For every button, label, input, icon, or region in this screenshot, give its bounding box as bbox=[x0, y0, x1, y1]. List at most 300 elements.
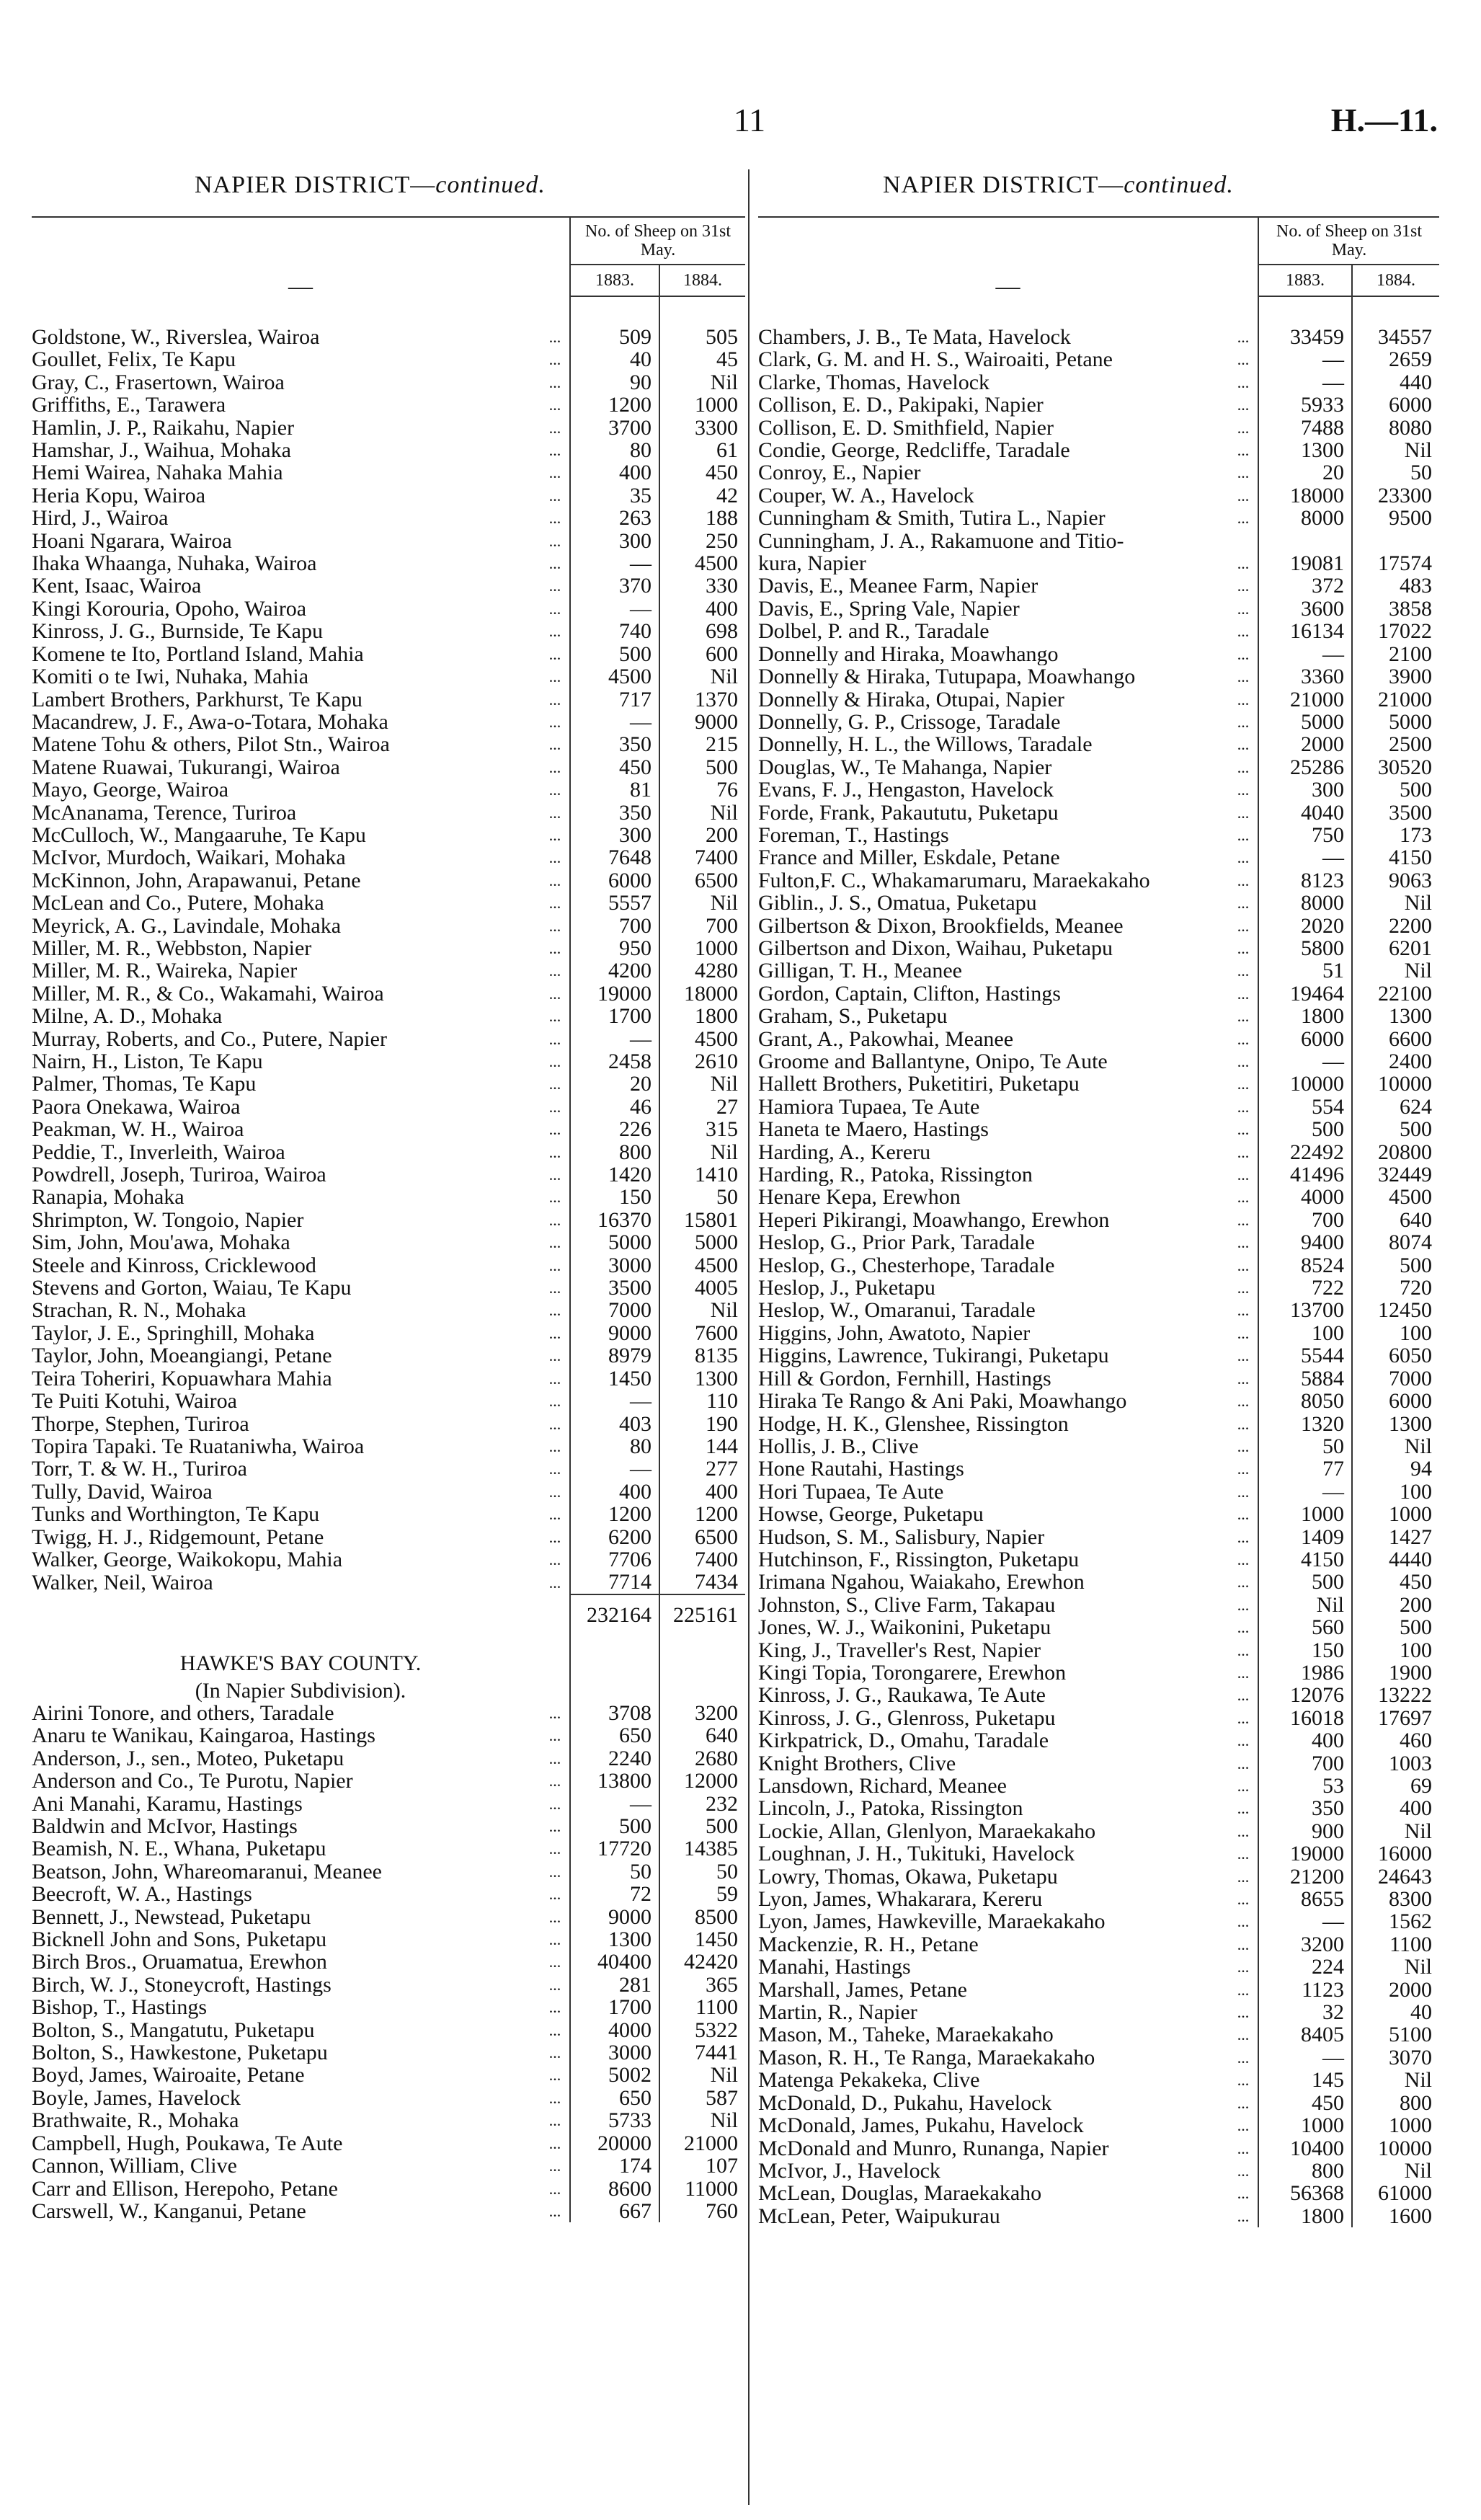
owner-name: Beecroft, W. A., Hastings bbox=[32, 1883, 252, 1906]
sheep-1884: 3070 bbox=[1389, 2045, 1432, 2069]
sheep-1884: Nil bbox=[710, 800, 738, 825]
owner-name: Thorpe, Stephen, Turiroa bbox=[32, 1412, 249, 1435]
sheep-1884: 500 bbox=[1400, 1615, 1432, 1640]
owner-name: Birch Bros., Oruamatua, Erewhon bbox=[32, 1951, 327, 1974]
sheep-1884: Nil bbox=[710, 891, 738, 915]
leader-dots: ... bbox=[1237, 939, 1250, 957]
sheep-1884: Nil bbox=[710, 1072, 738, 1096]
owner-name: Miller, M. R., Webbston, Napier bbox=[32, 936, 312, 960]
owner-name: Anaru te Wanikau, Kaingaroa, Hastings bbox=[32, 1724, 375, 1747]
sheep-1884: 9500 bbox=[1389, 506, 1432, 531]
leader-dots: ... bbox=[1237, 803, 1250, 822]
leader-dots: ... bbox=[1237, 1166, 1250, 1184]
owner-name: Teira Toheriri, Kopuawhara Mahia bbox=[32, 1367, 332, 1390]
sheep-1884: 500 bbox=[706, 1814, 738, 1838]
sheep-1884: 9063 bbox=[1389, 868, 1432, 892]
right-table-body bbox=[758, 296, 1439, 2227]
leader-dots: ... bbox=[548, 1885, 561, 1904]
owner-name: Donnelly, G. P., Crissoge, Taradale bbox=[758, 710, 1061, 734]
owner-name: Steele and Kinross, Cricklewood bbox=[32, 1254, 316, 1277]
spacer-cell bbox=[1258, 296, 1352, 326]
leader-dots: ... bbox=[1237, 1052, 1250, 1070]
spacer-row bbox=[32, 296, 745, 326]
sheep-1884: 11000 bbox=[685, 2176, 738, 2201]
leader-dots: ... bbox=[1237, 1935, 1250, 1953]
table-row bbox=[758, 1571, 1439, 1593]
sheep-1884: 34557 bbox=[1378, 325, 1432, 349]
sheep-1884: 76 bbox=[716, 778, 738, 802]
sheep-1883: — bbox=[570, 598, 659, 620]
leader-dots: ... bbox=[1237, 1120, 1250, 1139]
table-row bbox=[758, 937, 1439, 959]
owner-name: Douglas, W., Te Mahanga, Napier bbox=[758, 755, 1052, 779]
leader-dots: ... bbox=[1237, 2026, 1250, 2044]
sheep-1883: 13800 bbox=[570, 1770, 659, 1792]
leader-dots: ... bbox=[548, 1794, 561, 1813]
owner-name: Airini Tonore, and others, Taradale bbox=[32, 1701, 334, 1725]
table-row bbox=[32, 530, 745, 552]
owner-name: Grant, A., Pakowhai, Meanee bbox=[758, 1027, 1014, 1050]
table-row bbox=[758, 1910, 1439, 1933]
owner-name: Higgins, Lawrence, Tukirangi, Puketapu bbox=[758, 1344, 1109, 1367]
sheep-1884: 3500 bbox=[1389, 800, 1432, 825]
sheep-1883: 2020 bbox=[1258, 915, 1352, 937]
leader-dots: ... bbox=[1237, 2139, 1250, 2157]
sheep-1883: 5544 bbox=[1258, 1344, 1352, 1367]
leader-dots: ... bbox=[1237, 690, 1250, 709]
sheep-1883: 350 bbox=[570, 733, 659, 755]
leader-dots: ... bbox=[1237, 1346, 1250, 1365]
table-row bbox=[758, 461, 1439, 484]
table-row bbox=[32, 394, 745, 416]
table-row bbox=[32, 643, 745, 665]
sheep-1884: 1000 bbox=[695, 936, 738, 960]
sheep-1884: 24643 bbox=[1378, 1864, 1432, 1889]
totals-label-cell bbox=[32, 1594, 541, 1626]
sheep-1883: 500 bbox=[1258, 1571, 1352, 1593]
leader-dots: ... bbox=[1237, 1482, 1250, 1501]
sheep-1883: 40 bbox=[570, 348, 659, 371]
sheep-1884: 483 bbox=[1400, 574, 1432, 598]
spacer-cell bbox=[1352, 296, 1439, 326]
owner-name: Conroy, E., Napier bbox=[758, 461, 921, 484]
table-row bbox=[758, 1413, 1439, 1435]
sheep-1884: 2500 bbox=[1389, 732, 1432, 757]
owner-name: Martin, R., Napier bbox=[758, 2001, 917, 2024]
table-row bbox=[32, 1928, 745, 1951]
table-row bbox=[32, 1548, 745, 1571]
sheep-1884: 6201 bbox=[1389, 936, 1432, 960]
sheep-1883: 51 bbox=[1258, 959, 1352, 982]
sheep-1883: — bbox=[570, 1458, 659, 1480]
sheep-1884: 500 bbox=[706, 755, 738, 779]
owner-name: Carr and Ellison, Herepoho, Petane bbox=[32, 2177, 338, 2200]
leader-dots: ... bbox=[1237, 509, 1250, 528]
owner-name: Peakman, W. H., Wairoa bbox=[32, 1118, 244, 1141]
table-row bbox=[758, 1322, 1439, 1344]
blank-cell bbox=[570, 1626, 659, 1674]
table-row bbox=[32, 2155, 745, 2177]
sheep-1883: 8405 bbox=[1258, 2023, 1352, 2046]
table-row bbox=[32, 1435, 745, 1458]
sheep-1884: 20800 bbox=[1378, 1140, 1432, 1164]
sheep-1884: 3900 bbox=[1389, 665, 1432, 689]
sheep-1883: 1300 bbox=[1258, 439, 1352, 461]
table-row bbox=[32, 1186, 745, 1208]
sheep-1883: 22492 bbox=[1258, 1141, 1352, 1163]
owner-name: Lyon, James, Hawkeville, Maraekakaho bbox=[758, 1910, 1106, 1933]
leader-dots: ... bbox=[1237, 1890, 1250, 1909]
sheep-1884: 6000 bbox=[1389, 1389, 1432, 1414]
table-row bbox=[758, 2137, 1439, 2160]
leader-dots: ... bbox=[548, 2134, 561, 2152]
leader-dots: ... bbox=[548, 509, 561, 528]
table-row bbox=[32, 417, 745, 439]
sheep-1884: 61 bbox=[716, 438, 738, 463]
sheep-1884: 2100 bbox=[1389, 642, 1432, 666]
table-row bbox=[32, 1481, 745, 1503]
owner-name: Johnston, S., Clive Farm, Takapau bbox=[758, 1593, 1056, 1617]
table-row bbox=[758, 1526, 1439, 1548]
owner-name: Carswell, W., Kanganui, Petane bbox=[32, 2199, 306, 2223]
sheep-1884: 460 bbox=[1400, 1729, 1432, 1753]
sheep-1884: 600 bbox=[706, 642, 738, 666]
section-subtitle-row bbox=[32, 1675, 745, 1702]
owner-name: Topira Tapaki. Te Ruataniwha, Wairoa bbox=[32, 1434, 365, 1458]
owner-name: Heperi Pikirangi, Moawhango, Erewhon bbox=[758, 1208, 1110, 1232]
left-header-1883: 1883. bbox=[570, 265, 659, 296]
sheep-1884: Nil bbox=[710, 2063, 738, 2088]
sheep-1883: 300 bbox=[1258, 778, 1352, 801]
sheep-1883: — bbox=[570, 1028, 659, 1050]
blank-cell bbox=[659, 1626, 745, 1674]
leader-dots: ... bbox=[548, 1120, 561, 1139]
table-row bbox=[32, 1815, 745, 1837]
leader-dots: ... bbox=[548, 803, 561, 822]
sheep-1883: 6000 bbox=[1258, 1028, 1352, 1050]
owner-name: McLean and Co., Putere, Mohaka bbox=[32, 892, 324, 915]
leader-dots: ... bbox=[1237, 1460, 1250, 1478]
sheep-1883: 7714 bbox=[570, 1571, 659, 1594]
sheep-1883: 8050 bbox=[1258, 1390, 1352, 1412]
leader-dots: ... bbox=[548, 2201, 561, 2220]
owner-name: Bolton, S., Hawkestone, Puketapu bbox=[32, 2041, 328, 2064]
leader-dots: ... bbox=[1237, 1595, 1250, 1614]
owner-name: Murray, Roberts, and Co., Putere, Napier bbox=[32, 1027, 387, 1050]
sheep-1884: 640 bbox=[706, 1723, 738, 1748]
sheep-1884: 10000 bbox=[1378, 2136, 1432, 2160]
table-row bbox=[32, 1254, 745, 1277]
table-row bbox=[32, 982, 745, 1005]
owner-name: Birch, W. J., Stoneycroft, Hastings bbox=[32, 1973, 332, 1997]
sheep-1884: 3858 bbox=[1389, 596, 1432, 621]
owner-name: Foreman, T., Hastings bbox=[758, 823, 949, 847]
leader-dots: ... bbox=[548, 871, 561, 889]
owner-name: Hodge, H. K., Glenshee, Rissington bbox=[758, 1412, 1069, 1435]
leader-dots: ... bbox=[548, 962, 561, 980]
sheep-1883: 8524 bbox=[1258, 1254, 1352, 1277]
sheep-1884: 232 bbox=[706, 1791, 738, 1816]
owner-name: Groome and Ballantyne, Onipo, Te Aute bbox=[758, 1050, 1108, 1073]
table-row bbox=[32, 1503, 745, 1525]
owner-name: Nairn, H., Liston, Te Kapu bbox=[32, 1050, 263, 1073]
sheep-1883 bbox=[1258, 530, 1352, 552]
sheep-1884: 698 bbox=[706, 619, 738, 644]
sheep-1884: 1410 bbox=[695, 1163, 738, 1187]
sheep-1884: 250 bbox=[706, 528, 738, 553]
leader-dots: ... bbox=[1237, 1256, 1250, 1274]
left-header-1884: 1884. bbox=[659, 265, 745, 296]
table-row bbox=[758, 2092, 1439, 2114]
sheep-1884: 94 bbox=[1410, 1457, 1432, 1481]
sheep-1883: 50 bbox=[570, 1860, 659, 1883]
sheep-1884: 1200 bbox=[695, 1502, 738, 1527]
owner-name: Harding, A., Kereru bbox=[758, 1140, 931, 1164]
owner-name: Loughnan, J. H., Tukituki, Havelock bbox=[758, 1842, 1075, 1865]
table-row bbox=[758, 1820, 1439, 1842]
sheep-1883: 4200 bbox=[570, 959, 659, 982]
owner-name: McAnanama, Terence, Turiroa bbox=[32, 801, 297, 824]
leader-dots: ... bbox=[1237, 1799, 1250, 1818]
owner-name: Fulton,F. C., Whakamarumaru, Maraekakaho bbox=[758, 869, 1150, 892]
owner-name: Kirkpatrick, D., Omahu, Taradale bbox=[758, 1729, 1049, 1752]
totals-dots-cell bbox=[541, 1594, 570, 1626]
leader-dots: ... bbox=[1237, 667, 1250, 686]
leader-dots: ... bbox=[1237, 1369, 1250, 1388]
owner-name: Ranapia, Mohaka bbox=[32, 1186, 184, 1209]
owner-name: Goullet, Felix, Te Kapu bbox=[32, 348, 236, 371]
owner-name: Matene Ruawai, Tukurangi, Wairoa bbox=[32, 755, 340, 779]
sheep-1884: 624 bbox=[1400, 1094, 1432, 1119]
table-row bbox=[758, 1684, 1439, 1706]
table-row bbox=[32, 2200, 745, 2222]
sheep-1883: 800 bbox=[1258, 2160, 1352, 2182]
leader-dots: ... bbox=[548, 577, 561, 595]
sheep-1884: Nil bbox=[710, 2108, 738, 2133]
sheep-1883: 2458 bbox=[570, 1050, 659, 1073]
sheep-1883: 4500 bbox=[570, 665, 659, 688]
leader-dots: ... bbox=[1237, 1437, 1250, 1455]
sheep-1883: 9400 bbox=[1258, 1231, 1352, 1254]
leader-dots: ... bbox=[1237, 1505, 1250, 1524]
sheep-1883: 800 bbox=[570, 1141, 659, 1163]
sheep-1883: Nil bbox=[1258, 1594, 1352, 1616]
table-row bbox=[758, 1842, 1439, 1865]
sheep-1884: 8074 bbox=[1389, 1230, 1432, 1255]
sheep-1883: 32 bbox=[1258, 2001, 1352, 2023]
sheep-1884: Nil bbox=[1404, 1819, 1432, 1843]
sheep-1884 bbox=[1352, 530, 1439, 552]
owner-name: Boyle, James, Havelock bbox=[32, 2086, 241, 2110]
table-row bbox=[758, 2114, 1439, 2137]
spacer-cell bbox=[758, 296, 1229, 326]
owner-name: Gordon, Captain, Clifton, Hastings bbox=[758, 982, 1061, 1006]
sheep-1883: 560 bbox=[1258, 1616, 1352, 1638]
sheep-1883: 3600 bbox=[1258, 598, 1352, 620]
sheep-1883: 8979 bbox=[570, 1344, 659, 1367]
sheep-1883: 72 bbox=[570, 1883, 659, 1905]
table-row bbox=[758, 484, 1439, 507]
sheep-1883: 740 bbox=[570, 620, 659, 642]
table-row bbox=[32, 326, 745, 348]
total-1883: 232164 bbox=[570, 1594, 659, 1626]
leader-dots: ... bbox=[1237, 463, 1250, 482]
leader-dots: ... bbox=[1237, 396, 1250, 414]
blank-cell bbox=[659, 1675, 745, 1702]
table-row bbox=[758, 959, 1439, 982]
sheep-1883: 950 bbox=[570, 937, 659, 959]
leader-dots: ... bbox=[548, 373, 561, 391]
leader-dots: ... bbox=[1237, 916, 1250, 935]
table-row bbox=[32, 371, 745, 394]
table-row bbox=[32, 574, 745, 597]
leader-dots: ... bbox=[548, 622, 561, 641]
owner-name: Powdrell, Joseph, Turiroa, Wairoa bbox=[32, 1163, 326, 1186]
table-row bbox=[758, 2205, 1439, 2227]
owner-name: France and Miller, Eskdale, Petane bbox=[758, 846, 1060, 869]
sheep-1883: 403 bbox=[570, 1413, 659, 1435]
owner-name: Macandrew, J. F., Awa-o-Totara, Mohaka bbox=[32, 710, 388, 734]
sheep-1884: 2680 bbox=[695, 1746, 738, 1770]
leader-dots: ... bbox=[548, 463, 561, 482]
sheep-1883: 1450 bbox=[570, 1367, 659, 1390]
table-row bbox=[758, 326, 1439, 348]
leader-dots: ... bbox=[548, 1930, 561, 1949]
sheep-1884: 50 bbox=[1410, 461, 1432, 485]
sheep-1883: 19081 bbox=[1258, 552, 1352, 574]
leader-dots: ... bbox=[548, 1188, 561, 1207]
sheep-1883: 1320 bbox=[1258, 1413, 1352, 1435]
leader-dots: ... bbox=[548, 1210, 561, 1229]
leader-dots: ... bbox=[1237, 1573, 1250, 1592]
table-row bbox=[758, 892, 1439, 914]
owner-name: Lansdown, Richard, Meanee bbox=[758, 1775, 1007, 1798]
owner-name: Palmer, Thomas, Te Kapu bbox=[32, 1073, 257, 1096]
sheep-1884: 1450 bbox=[695, 1927, 738, 1952]
sheep-1884: 17697 bbox=[1378, 1705, 1432, 1730]
leader-dots: ... bbox=[1237, 554, 1250, 573]
owner-name: Anderson, J., sen., Moteo, Puketapu bbox=[32, 1747, 344, 1770]
spacer-row bbox=[758, 296, 1439, 326]
owner-name: Te Puiti Kotuhi, Wairoa bbox=[32, 1390, 237, 1413]
table-row bbox=[32, 1096, 745, 1118]
table-row bbox=[32, 2087, 745, 2109]
owner-name: Matene Tohu & others, Pilot Stn., Wairoa bbox=[32, 733, 390, 756]
leader-dots: ... bbox=[548, 1953, 561, 1971]
leader-dots: ... bbox=[548, 441, 561, 460]
leader-dots: ... bbox=[548, 599, 561, 618]
sheep-1883: 33459 bbox=[1258, 326, 1352, 348]
sheep-1884: 1800 bbox=[695, 1004, 738, 1029]
table-row bbox=[32, 1458, 745, 1480]
table-row bbox=[758, 1118, 1439, 1140]
sheep-1884: Nil bbox=[710, 665, 738, 689]
table-row bbox=[32, 1413, 745, 1435]
sheep-1884: 32449 bbox=[1378, 1163, 1432, 1187]
table-row bbox=[758, 802, 1439, 824]
sheep-1883: — bbox=[1258, 643, 1352, 665]
sheep-1884: 1300 bbox=[695, 1366, 738, 1390]
table-row bbox=[32, 915, 745, 937]
sheep-1884: 400 bbox=[706, 1479, 738, 1504]
sheep-1883: 13700 bbox=[1258, 1299, 1352, 1321]
sheep-1883: 53 bbox=[1258, 1775, 1352, 1797]
leader-dots: ... bbox=[1237, 1867, 1250, 1886]
table-row bbox=[758, 1254, 1439, 1277]
owner-name: Henare Kepa, Erewhon bbox=[758, 1186, 961, 1209]
owner-name: Kent, Isaac, Wairoa bbox=[32, 574, 202, 598]
owner-name: Kinross, J. G., Burnside, Te Kapu bbox=[32, 620, 323, 643]
sheep-1883: 9000 bbox=[570, 1906, 659, 1928]
sheep-1884: Nil bbox=[710, 370, 738, 394]
sheep-1883: 400 bbox=[1258, 1729, 1352, 1752]
table-row bbox=[758, 1797, 1439, 1819]
leader-dots: ... bbox=[548, 667, 561, 686]
leader-dots: ... bbox=[1237, 1007, 1250, 1026]
owner-name: Bicknell John and Sons, Puketapu bbox=[32, 1928, 327, 1951]
table-row bbox=[32, 1996, 745, 2018]
spacer-cell bbox=[1229, 296, 1258, 326]
owner-name: Heria Kopu, Wairoa bbox=[32, 484, 206, 507]
sheep-1883: 263 bbox=[570, 507, 659, 529]
owner-name: Donnelly and Hiraka, Moawhango bbox=[758, 642, 1059, 666]
sheep-1884: 7400 bbox=[695, 1547, 738, 1571]
table-row bbox=[758, 2001, 1439, 2023]
sheep-1883: — bbox=[1258, 348, 1352, 371]
sheep-1883: 650 bbox=[570, 2087, 659, 2109]
owner-name: McKinnon, John, Arapawanui, Petane bbox=[32, 869, 361, 892]
leader-dots: ... bbox=[548, 1143, 561, 1161]
sheep-1883: 3708 bbox=[570, 1702, 659, 1724]
leader-dots bbox=[1229, 530, 1258, 552]
table-row bbox=[32, 1571, 745, 1594]
table-row bbox=[32, 1860, 745, 1883]
table-row bbox=[758, 778, 1439, 801]
owner-name: Clark, G. M. and H. S., Wairoaiti, Petane bbox=[758, 348, 1113, 371]
sheep-1884: 1900 bbox=[1389, 1660, 1432, 1685]
table-row bbox=[32, 507, 745, 529]
leader-dots: ... bbox=[548, 396, 561, 414]
owner-name: McLean, Peter, Waipukurau bbox=[758, 2204, 1000, 2228]
sheep-1883: 5733 bbox=[570, 2109, 659, 2131]
sheep-1884: 3200 bbox=[695, 1700, 738, 1725]
sheep-1883: 21000 bbox=[1258, 688, 1352, 711]
sheep-1883: 40400 bbox=[570, 1951, 659, 1973]
sheep-1884: 27 bbox=[716, 1094, 738, 1119]
sheep-1884: 1000 bbox=[1389, 1502, 1432, 1527]
owner-name: Shrimpton, W. Tongoio, Napier bbox=[32, 1208, 304, 1232]
sheep-1883: 3000 bbox=[570, 1254, 659, 1277]
sheep-1883: 145 bbox=[1258, 2069, 1352, 2091]
owner-name: Graham, S., Puketapu bbox=[758, 1005, 948, 1028]
table-row bbox=[758, 1458, 1439, 1480]
sheep-1884: 500 bbox=[1400, 1253, 1432, 1277]
sheep-1884: 400 bbox=[1400, 1796, 1432, 1821]
leader-dots: ... bbox=[1237, 1414, 1250, 1433]
sheep-1884: 30520 bbox=[1378, 755, 1432, 779]
sheep-1883: 2000 bbox=[1258, 733, 1352, 755]
sheep-1884: 100 bbox=[1400, 1638, 1432, 1662]
leader-dots: ... bbox=[1237, 1958, 1250, 1976]
sheep-1883: 450 bbox=[570, 756, 659, 778]
sheep-1884: 4440 bbox=[1389, 1547, 1432, 1571]
sheep-1883: 3360 bbox=[1258, 665, 1352, 688]
sheep-1884: 200 bbox=[1400, 1592, 1432, 1617]
sheep-1884: 505 bbox=[706, 325, 738, 349]
sheep-1884: 12000 bbox=[684, 1769, 738, 1793]
leader-dots: ... bbox=[1237, 1845, 1250, 1863]
sheep-1883: 509 bbox=[570, 326, 659, 348]
